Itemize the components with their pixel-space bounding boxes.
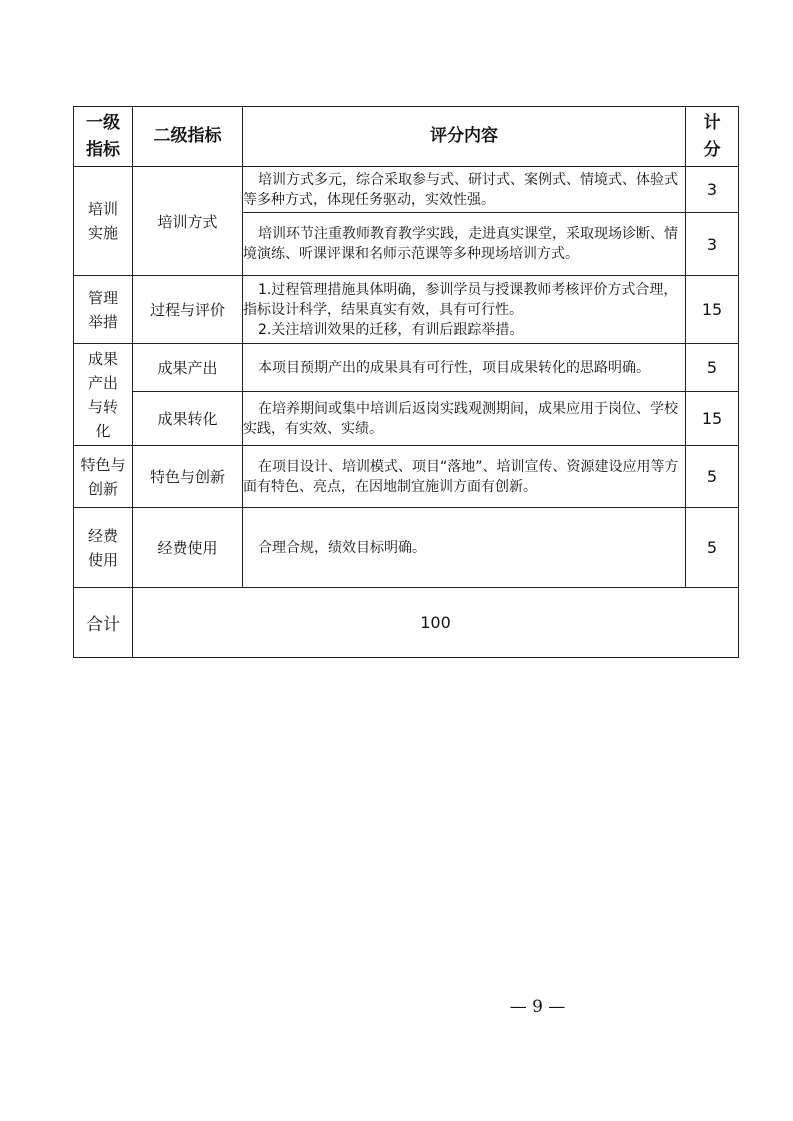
total-value: 100 (133, 588, 739, 658)
level1-cell: 成果 产出 与转 化 (74, 344, 133, 446)
points-cell: 5 (686, 344, 739, 392)
level2-cell: 过程与评价 (133, 276, 243, 344)
content-cell: 1.过程管理措施具体明确，参训学员与授课教师考核评价方式合理，指标设计科学，结果真实有效，具有可行性。 2.关注培训效果的迁移，有训后跟踪举措。 (243, 276, 686, 344)
points-cell: 15 (686, 276, 739, 344)
scoring-table (73, 106, 739, 658)
total-row (74, 588, 739, 658)
level1-cell: 培训 实施 (74, 167, 133, 276)
level2-cell: 特色与创新 (133, 446, 243, 508)
header-content: 评分内容 (243, 107, 686, 167)
header-level1: 一级 指标 (74, 107, 133, 167)
level2-cell: 成果产出 (133, 344, 243, 392)
content-cell: 在项目设计、培训模式、项目“落地”、培训宣传、资源建设应用等方面有特色、亮点，在因地制宜施训方面有创新。 (243, 446, 686, 508)
table-row (74, 344, 739, 392)
content-cell: 在培养期间或集中培训后返岗实践观测期间，成果应用于岗位、学校实践，有实效、实绩。 (243, 392, 686, 446)
points-cell: 15 (686, 392, 739, 446)
table-row (74, 167, 739, 213)
table-row (74, 446, 739, 508)
header-level2: 二级指标 (133, 107, 243, 167)
level1-cell: 特色与 创新 (74, 446, 133, 508)
table-row (74, 392, 739, 446)
header-points: 计 分 (686, 107, 739, 167)
level1-cell: 经费 使用 (74, 508, 133, 588)
page-number: — 9 — (509, 997, 566, 1017)
total-label: 合计 (74, 588, 133, 658)
header-row (74, 107, 739, 167)
level2-cell: 经费使用 (133, 508, 243, 588)
content-cell: 培训环节注重教师教育教学实践，走进真实课堂，采取现场诊断、情境演练、听课评课和名师示范课等多种现场培训方式。 (243, 213, 686, 276)
level2-cell: 成果转化 (133, 392, 243, 446)
points-cell: 5 (686, 508, 739, 588)
points-cell: 5 (686, 446, 739, 508)
content-cell: 本项目预期产出的成果具有可行性，项目成果转化的思路明确。 (243, 344, 686, 392)
table-row (74, 508, 739, 588)
points-cell: 3 (686, 213, 739, 276)
content-cell: 培训方式多元，综合采取参与式、研讨式、案例式、情境式、体验式等多种方式，体现任务驱动，实效性强。 (243, 167, 686, 213)
level2-cell: 培训方式 (133, 167, 243, 276)
content-cell: 合理合规，绩效目标明确。 (243, 508, 686, 588)
table-row (74, 276, 739, 344)
points-cell: 3 (686, 167, 739, 213)
level1-cell: 管理 举措 (74, 276, 133, 344)
